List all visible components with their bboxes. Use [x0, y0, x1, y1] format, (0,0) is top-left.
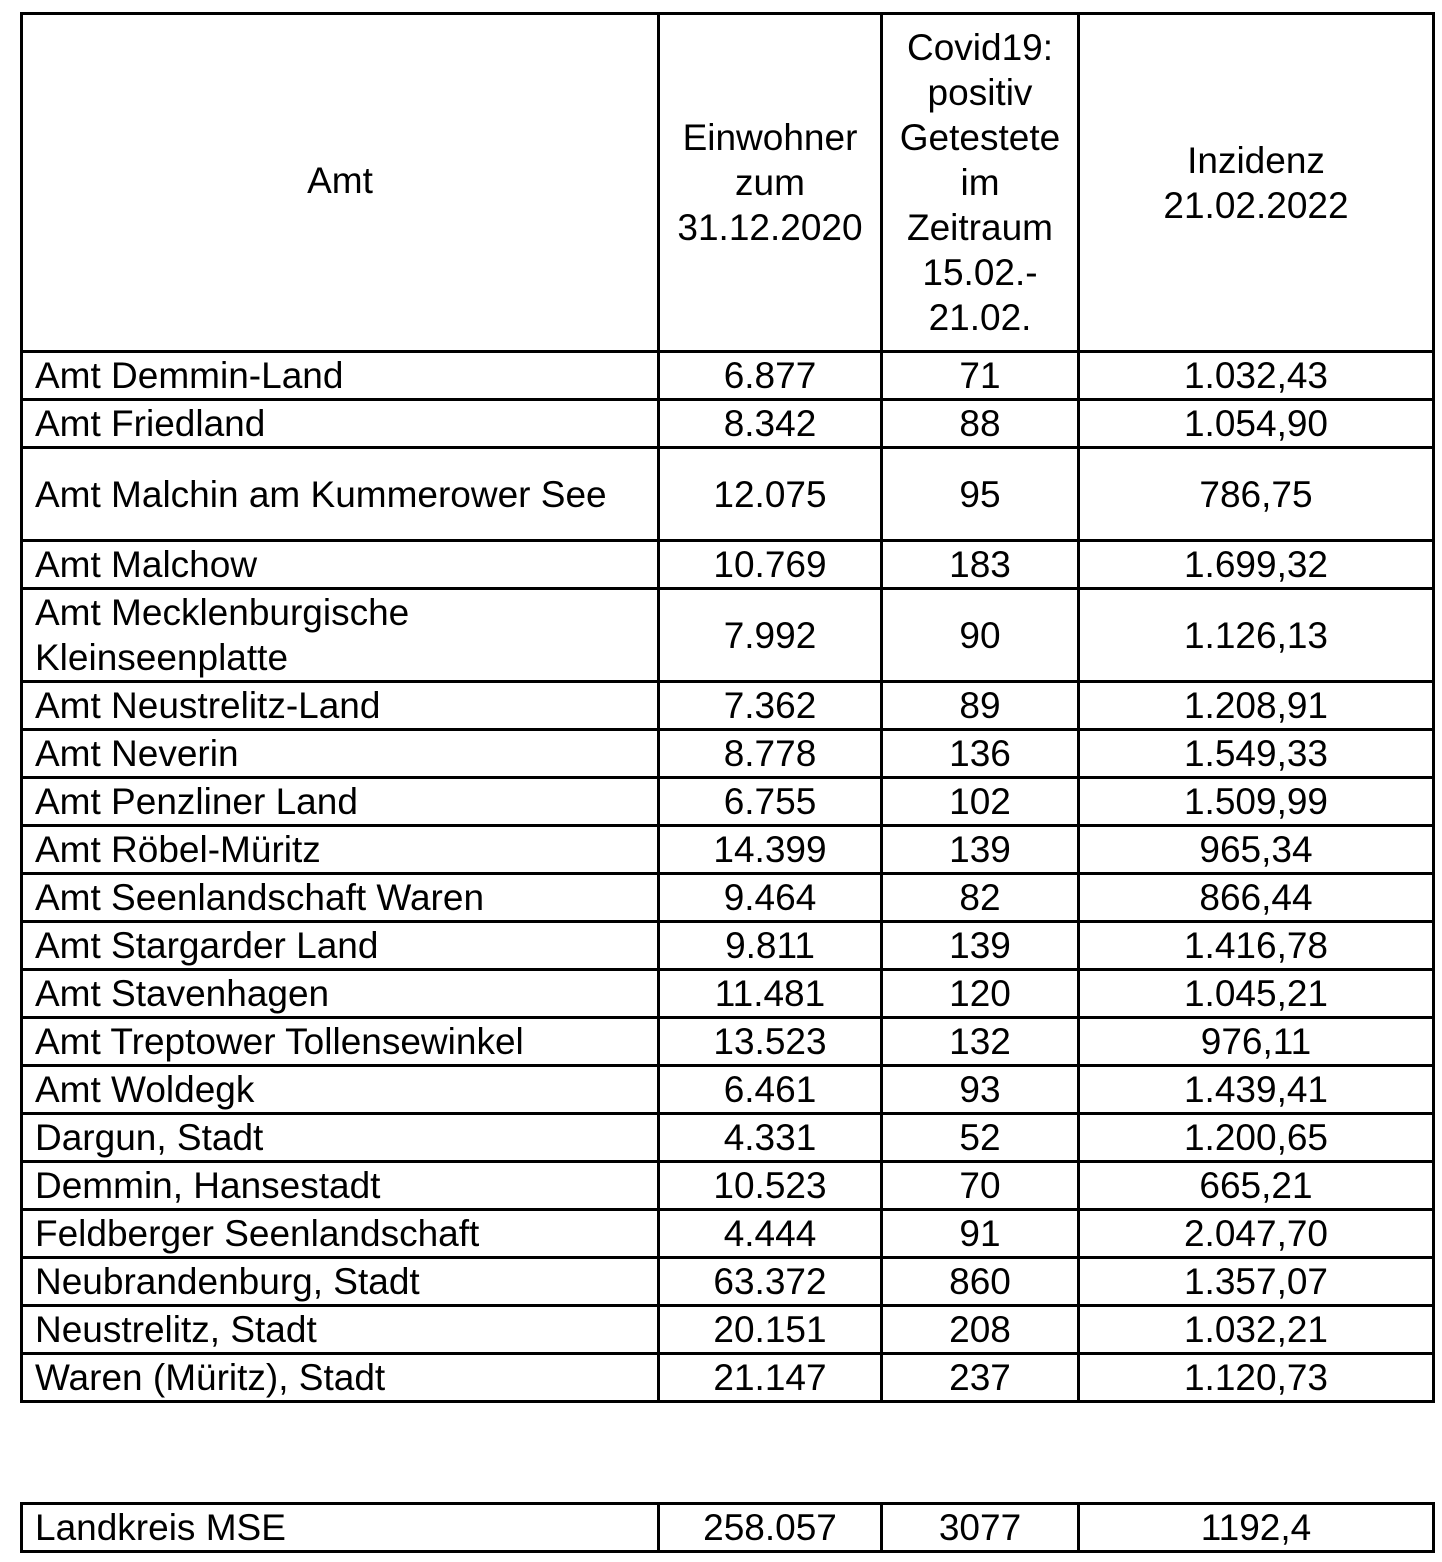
- cell-inzidenz: 1.549,33: [1079, 730, 1434, 778]
- cell-amt: Amt Seenlandschaft Waren: [22, 874, 659, 922]
- cell-einwohner: 6.461: [659, 1066, 882, 1114]
- cell-amt: Neustrelitz, Stadt: [22, 1306, 659, 1354]
- cell-positiv: 132: [882, 1018, 1079, 1066]
- cell-inzidenz: 1.032,21: [1079, 1306, 1434, 1354]
- header-inzidenz: Inzidenz 21.02.2022: [1079, 14, 1434, 352]
- cell-inzidenz: 1.045,21: [1079, 970, 1434, 1018]
- cell-inzidenz: 1.054,90: [1079, 400, 1434, 448]
- table-row: [22, 1018, 1434, 1066]
- incidence-table: [20, 12, 1435, 1403]
- cell-inzidenz: 1.200,65: [1079, 1114, 1434, 1162]
- table-row: [22, 1162, 1434, 1210]
- cell-einwohner: 12.075: [659, 448, 882, 541]
- total-positiv: 3077: [882, 1504, 1079, 1552]
- total-einwohner: 258.057: [659, 1504, 882, 1552]
- cell-einwohner: 9.464: [659, 874, 882, 922]
- cell-inzidenz: 1.208,91: [1079, 682, 1434, 730]
- cell-positiv: 136: [882, 730, 1079, 778]
- cell-positiv: 89: [882, 682, 1079, 730]
- header-positiv-getestete: Covid19: positiv Getestete im Zeitraum 15.02.- 21.02.: [882, 14, 1079, 352]
- table-row: [22, 1354, 1434, 1402]
- cell-inzidenz: 1.120,73: [1079, 1354, 1434, 1402]
- cell-einwohner: 8.778: [659, 730, 882, 778]
- header-row: [22, 14, 1434, 352]
- table-row: [22, 970, 1434, 1018]
- cell-einwohner: 7.362: [659, 682, 882, 730]
- cell-amt: Amt Malchow: [22, 541, 659, 589]
- cell-amt: Amt Malchin am Kummerower See: [22, 448, 659, 541]
- cell-einwohner: 6.755: [659, 778, 882, 826]
- cell-positiv: 52: [882, 1114, 1079, 1162]
- cell-einwohner: 10.523: [659, 1162, 882, 1210]
- table-row: [22, 922, 1434, 970]
- table-row: [22, 400, 1434, 448]
- cell-inzidenz: 1.416,78: [1079, 922, 1434, 970]
- cell-einwohner: 8.342: [659, 400, 882, 448]
- cell-amt: Waren (Müritz), Stadt: [22, 1354, 659, 1402]
- cell-einwohner: 13.523: [659, 1018, 882, 1066]
- cell-positiv: 91: [882, 1210, 1079, 1258]
- cell-positiv: 90: [882, 589, 1079, 682]
- cell-inzidenz: 965,34: [1079, 826, 1434, 874]
- cell-positiv: 88: [882, 400, 1079, 448]
- cell-einwohner: 14.399: [659, 826, 882, 874]
- cell-einwohner: 6.877: [659, 352, 882, 400]
- cell-amt: Feldberger Seenlandschaft: [22, 1210, 659, 1258]
- cell-einwohner: 10.769: [659, 541, 882, 589]
- cell-positiv: 139: [882, 922, 1079, 970]
- table-row: [22, 682, 1434, 730]
- header-einwohner: Einwohner zum 31.12.2020: [659, 14, 882, 352]
- cell-inzidenz: 976,11: [1079, 1018, 1434, 1066]
- cell-amt: Amt Woldegk: [22, 1066, 659, 1114]
- table-row: [22, 778, 1434, 826]
- cell-positiv: 82: [882, 874, 1079, 922]
- header-amt: Amt: [22, 14, 659, 352]
- cell-positiv: 95: [882, 448, 1079, 541]
- cell-inzidenz: 1.439,41: [1079, 1066, 1434, 1114]
- cell-amt: Dargun, Stadt: [22, 1114, 659, 1162]
- table-row: [22, 874, 1434, 922]
- cell-amt: Amt Neustrelitz-Land: [22, 682, 659, 730]
- cell-einwohner: 63.372: [659, 1258, 882, 1306]
- cell-einwohner: 21.147: [659, 1354, 882, 1402]
- cell-positiv: 93: [882, 1066, 1079, 1114]
- cell-amt: Amt Röbel-Müritz: [22, 826, 659, 874]
- cell-inzidenz: 1.357,07: [1079, 1258, 1434, 1306]
- cell-amt: Demmin, Hansestadt: [22, 1162, 659, 1210]
- cell-einwohner: 7.992: [659, 589, 882, 682]
- table-row: [22, 730, 1434, 778]
- cell-amt: Amt Mecklenburgische Kleinseenplatte: [22, 589, 659, 682]
- table-row: [22, 352, 1434, 400]
- cell-einwohner: 11.481: [659, 970, 882, 1018]
- table-row: [22, 1210, 1434, 1258]
- cell-inzidenz: 866,44: [1079, 874, 1434, 922]
- cell-amt: Amt Friedland: [22, 400, 659, 448]
- cell-einwohner: 9.811: [659, 922, 882, 970]
- table-row: [22, 589, 1434, 682]
- table-row: [22, 1258, 1434, 1306]
- cell-positiv: 102: [882, 778, 1079, 826]
- cell-einwohner: 4.331: [659, 1114, 882, 1162]
- cell-einwohner: 4.444: [659, 1210, 882, 1258]
- cell-inzidenz: 1.126,13: [1079, 589, 1434, 682]
- cell-positiv: 70: [882, 1162, 1079, 1210]
- cell-amt: Amt Stavenhagen: [22, 970, 659, 1018]
- cell-positiv: 183: [882, 541, 1079, 589]
- cell-einwohner: 20.151: [659, 1306, 882, 1354]
- cell-inzidenz: 1.509,99: [1079, 778, 1434, 826]
- total-row: [22, 1504, 1434, 1552]
- cell-inzidenz: 786,75: [1079, 448, 1434, 541]
- cell-amt: Amt Demmin-Land: [22, 352, 659, 400]
- total-amt: Landkreis MSE: [22, 1504, 659, 1552]
- table-row: [22, 541, 1434, 589]
- cell-amt: Amt Stargarder Land: [22, 922, 659, 970]
- table-row: [22, 1066, 1434, 1114]
- cell-positiv: 120: [882, 970, 1079, 1018]
- cell-inzidenz: 2.047,70: [1079, 1210, 1434, 1258]
- cell-amt: Neubrandenburg, Stadt: [22, 1258, 659, 1306]
- total-table: [20, 1502, 1435, 1553]
- cell-inzidenz: 1.699,32: [1079, 541, 1434, 589]
- cell-positiv: 860: [882, 1258, 1079, 1306]
- cell-positiv: 208: [882, 1306, 1079, 1354]
- cell-positiv: 71: [882, 352, 1079, 400]
- table-row: [22, 448, 1434, 541]
- cell-inzidenz: 665,21: [1079, 1162, 1434, 1210]
- cell-amt: Amt Penzliner Land: [22, 778, 659, 826]
- table-row: [22, 1114, 1434, 1162]
- cell-amt: Amt Treptower Tollensewinkel: [22, 1018, 659, 1066]
- cell-positiv: 237: [882, 1354, 1079, 1402]
- cell-positiv: 139: [882, 826, 1079, 874]
- cell-amt: Amt Neverin: [22, 730, 659, 778]
- cell-inzidenz: 1.032,43: [1079, 352, 1434, 400]
- table-row: [22, 826, 1434, 874]
- table-row: [22, 1306, 1434, 1354]
- total-inzidenz: 1192,4: [1079, 1504, 1434, 1552]
